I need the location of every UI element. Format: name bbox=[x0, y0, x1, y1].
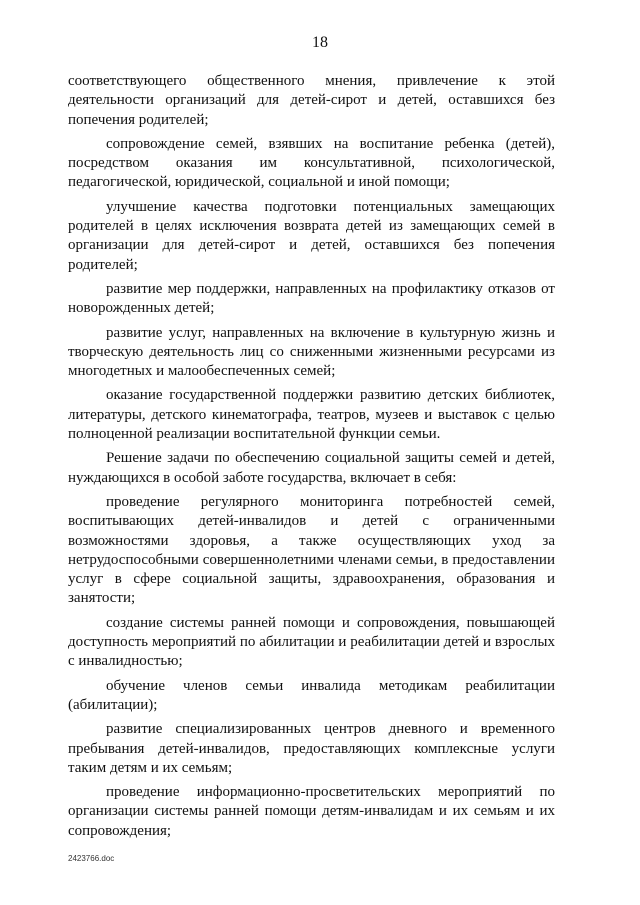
paragraph: развитие специализированных центров дневного и временного пребывания детей-инвалидов, предоставляющих комплексные услуги таким детям и их семьям; bbox=[68, 721, 555, 776]
paragraph: обучение членов семьи инвалида методикам реабилитации (абилитации); bbox=[68, 677, 555, 713]
paragraph: развитие услуг, направленных на включение в культурную жизнь и творческую деятельность лиц со сниженными жизненными ресурсами из многодетных и малообеспеченных семей; bbox=[68, 324, 555, 380]
paragraph: создание системы ранней помощи и сопровождения, повышающей доступность мероприятий по абилитации и реабилитации детей и взрослых с инвалидностью; bbox=[68, 614, 555, 670]
paragraph: проведение информационно-просветительских мероприятий по организации системы ранней помощи детям-инвалидам и их семьям и их сопровождения; bbox=[68, 784, 555, 839]
paragraph: проведение регулярного мониторинга потребностей семей, воспитывающих детей-инвалидов и детей с ограниченными возможностями здоровья, а также осуществляющих уход за нетрудоспособными совершеннолетними членами семьи, в предоставлении услуг в сфере социальной защиты, здравоохранения, образования и занятости; bbox=[68, 493, 555, 607]
footer-doc-id: 2423766.doc bbox=[68, 854, 115, 863]
paragraph: оказание государственной поддержки развитию детских библиотек, литературы, детского кинематографа, театров, музеев и выставок с целью полноценной реализации воспитательной функции семьи. bbox=[68, 387, 555, 443]
document-body bbox=[68, 72, 555, 846]
paragraph: сопровождение семей, взявших на воспитание ребенка (детей), посредством оказания им консультативной, психологической, педагогической, юридической, социальной и иной помощи; bbox=[68, 135, 555, 191]
paragraph: Решение задачи по обеспечению социальной защиты семей и детей, нуждающихся в особой заботе государства, включает в себя: bbox=[68, 450, 555, 486]
paragraph: улучшение качества подготовки потенциальных замещающих родителей в целях исключения возврата детей из замещающих семей в организации для детей-сирот и детей, оставшихся без попечения родителей; bbox=[68, 198, 555, 273]
paragraph: соответствующего общественного мнения, привлечение к этой деятельности организаций для детей-сирот и детей, оставшихся без попечения родителей; bbox=[68, 73, 555, 128]
page-number: 18 bbox=[312, 34, 328, 51]
paragraph: развитие мер поддержки, направленных на профилактику отказов от новорожденных детей; bbox=[68, 280, 555, 317]
